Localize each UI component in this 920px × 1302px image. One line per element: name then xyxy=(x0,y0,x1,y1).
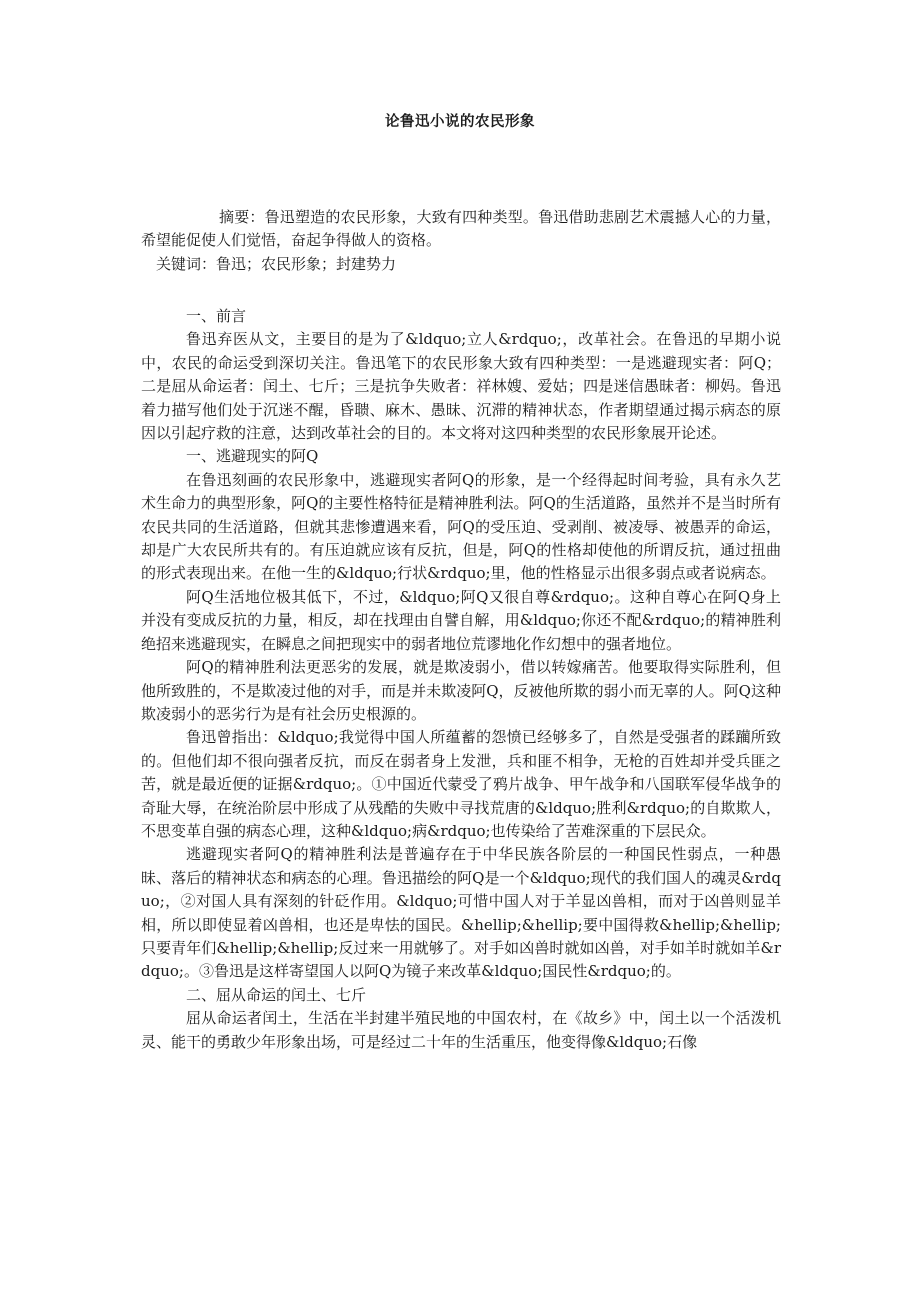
abstract-text: 摘要：鲁迅塑造的农民形象，大致有四种类型。鲁迅借助悲剧艺术震撼人心的力量，希望能促使人们觉悟，奋起争得做人的资格。 xyxy=(141,208,781,250)
abstract-block xyxy=(141,206,781,276)
keywords-text: 关键词：鲁迅；农民形象；封建势力 xyxy=(156,254,397,273)
body-block xyxy=(141,305,781,1054)
body-paragraph: 鲁迅曾指出：&ldquo;我觉得中国人所蕴蓄的怨愤已经够多了，自然是受强者的蹂躏所致的。但他们却不很向强者反抗，而反在弱者身上发泄，兵和匪不相争，无枪的百姓却并受兵匪之苦，就是最近便的证据&rdquo;。①中国近代蒙受了鸦片战争、甲午战争和八国联军侵华战争的奇耻大辱，在统治阶层中形成了从残酷的失败中寻找荒唐的&ldquo;胜利&rdquo;的自欺欺人，不思变革自强的病态心理，这种&ldquo;病&rdquo;也传染给了苦难深重的下层民众。 xyxy=(141,728,781,840)
body-paragraph: 在鲁迅刻画的农民形象中，逃避现实者阿Q的形象，是一个经得起时间考验，具有永久艺术生命力的典型形象，阿Q的主要性格特征是精神胜利法。阿Q的生活道路，虽然并不是当时所有农民共同的生活道路，但就其悲惨遭遇来看，阿Q的受压迫、受剥削、被凌辱、被愚弄的命运，却是广大农民所共有的。有压迫就应该有反抗，但是，阿Q的性格却使他的所谓反抗，通过扭曲的形式表现出来。在他一生的&ldquo;行状&rdquo;里，他的性格显示出很多弱点或者说病态。 xyxy=(141,470,781,583)
body-paragraph: 逃避现实者阿Q的精神胜利法是普遍存在于中华民族各阶层的一种国民性弱点，一种愚昧、落后的精神状态和病态的心理。鲁迅描绘的阿Q是一个&ldquo;现代的我们国人的魂灵&rdquo;，②对国人具有深刻的针砭作用。&ldquo;可惜中国人对于羊显凶兽相，而对于凶兽则显羊相，所以即使显着凶兽相，也还是卑怯的国民。&hellip;&hellip;要中国得救&hellip;&hellip;只要青年们&hellip;&hellip;反过来一用就够了。对手如凶兽时就如凶兽，对手如羊时就如羊&rdquo;。③鲁迅是这样寄望国人以阿Q为镜子来改革&ldquo;国民性&rdquo;的。 xyxy=(141,845,781,981)
page-title: 论鲁迅小说的农民形象 xyxy=(385,113,535,130)
body-paragraph: 阿Q生活地位极其低下，不过，&ldquo;阿Q又很自尊&rdquo;。这种自尊心在阿Q身上并没有变成反抗的力量，相反，却在找理由自譬自解，用&ldquo;你还不配&rdquo;的精神胜利绝招来逃避现实，在瞬息之间把现实中的弱者地位荒谬地化作幻想中的强者地位。 xyxy=(141,587,781,653)
body-paragraph: 屈从命运者闰土，生活在半封建半殖民地的中国农村，在《故乡》中，闰土以一个活泼机灵、能干的勇敢少年形象出场，可是经过二十年的生活重压，他变得像&ldquo;石像 xyxy=(141,1009,781,1051)
section-heading-preface: 一、前言 xyxy=(186,307,247,325)
section-heading-runtu: 二、屈从命运的闰土、七斤 xyxy=(186,985,367,1004)
section-heading-ah-q: 一、逃避现实的阿Q xyxy=(186,447,319,466)
body-paragraph: 阿Q的精神胜利法更恶劣的发展，就是欺凌弱小，借以转嫁痛苦。他要取得实际胜利，但他所致胜的，不是欺凌过他的对手，而是并未欺凌阿Q，反被他所欺的弱小而无辜的人。阿Q这种欺凌弱小的恶劣行为是有社会历史根源的。 xyxy=(141,658,781,723)
body-paragraph: 鲁迅弃医从文，主要目的是为了&ldquo;立人&rdquo;，改革社会。在鲁迅的早期小说中，农民的命运受到深切关注。鲁迅笔下的农民形象大致有四种类型：一是逃避现实者：阿Q；二是屈从命运者：闰土、七斤；三是抗争失败者：祥林嫂、爱姑；四是迷信愚昧者：柳妈。鲁迅着力描写他们处于沉迷不醒，昏聩、麻木、愚昧、沉滞的精神状态，作者期望通过揭示病态的原因以引起疗救的注意，达到改革社会的目的。本文将对这四种类型的农民形象展开论述。 xyxy=(141,330,781,443)
